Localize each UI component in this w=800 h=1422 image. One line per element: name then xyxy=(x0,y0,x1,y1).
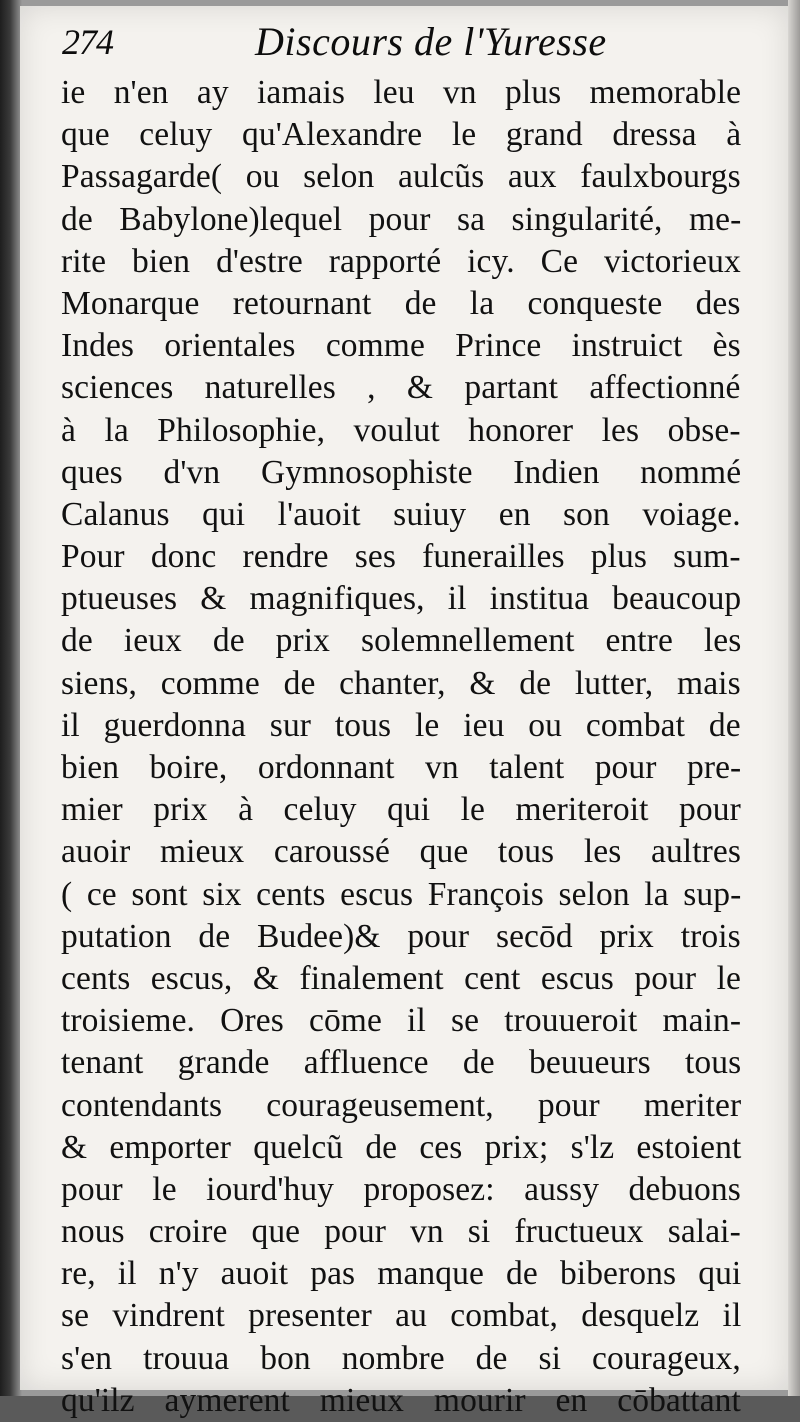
text-line: Indes orientales comme Prince instruict ès xyxy=(61,327,741,365)
text-line: rite bien d'estre rapporté icy. Ce victorieux xyxy=(61,242,741,280)
text-line: Passagarde( ou selon aulcũs aux faulxbourgs xyxy=(61,158,741,196)
text-line: tenant grande affluence de beuueurs tous xyxy=(61,1044,742,1082)
text-line: sciences naturelles , & partant affectionné xyxy=(61,369,741,407)
text-line: pour le iourd'huy proposez: aussy debuons xyxy=(61,1170,741,1208)
text-line: ie n'en ay iamais leu vn plus memorable xyxy=(61,74,742,111)
text-line: auoir mieux caroussé que tous les aultres xyxy=(61,833,741,871)
body-text xyxy=(61,72,741,1422)
text-line: il guerdonna sur tous le ieu ou combat de xyxy=(61,706,741,744)
text-line: de ieux de prix solemnellement entre les xyxy=(61,622,742,660)
running-head: Discours de l'Yuresse xyxy=(255,19,607,64)
text-line: s'en trouua bon nombre de si courageux, xyxy=(61,1339,741,1377)
page-edge xyxy=(788,0,800,1396)
text-line: se vindrent presenter au combat, desquelz il xyxy=(61,1297,742,1335)
text-line: de Babylone)lequel pour sa singularité, me- xyxy=(61,200,742,238)
text-line: Pour donc rendre ses funerailles plus sum- xyxy=(61,538,741,576)
text-line: re, il n'y auoit pas manque de biberons qui xyxy=(61,1255,742,1293)
text-line: bien boire, ordonnant vn talent pour pre- xyxy=(61,749,742,786)
text-line: à la Philosophie, voulut honorer les obse- xyxy=(61,411,741,449)
text-line: que celuy qu'Alexandre le grand dressa à xyxy=(61,116,742,154)
text-line: ( ce sont six cents escus François selon la sup- xyxy=(61,875,742,913)
text-line: ptueuses & magnifiques, il institua beaucoup xyxy=(61,580,742,618)
text-line: mier prix à celuy qui le meriteroit pour xyxy=(61,791,741,829)
text-line: & emporter quelcũ de ces prix; s'lz estoient xyxy=(61,1128,742,1166)
text-line: siens, comme de chanter, & de lutter, mais xyxy=(61,664,741,702)
text-line: nous croire que pour vn si fructueux salai- xyxy=(61,1213,741,1251)
text-line: contendants courageusement, pour meriter xyxy=(61,1086,742,1124)
page-number: 274 xyxy=(62,22,113,62)
text-line: Calanus qui l'auoit suiuy en son voiage. xyxy=(61,495,741,533)
page-header xyxy=(60,12,740,68)
text-line: cents escus, & finalement cent escus pour le xyxy=(61,959,742,997)
text-line: putation de Budee)& pour secōd prix trois xyxy=(61,917,741,955)
text-line: troisieme. Ores cōme il se trouueroit main- xyxy=(61,1002,742,1040)
text-line: Monarque retournant de la conqueste des xyxy=(61,284,741,322)
text-line: qu'ilz aymerent mieux mourir en cōbattant xyxy=(61,1381,741,1419)
text-line: ques d'vn Gymnosophiste Indien nommé xyxy=(61,453,742,491)
